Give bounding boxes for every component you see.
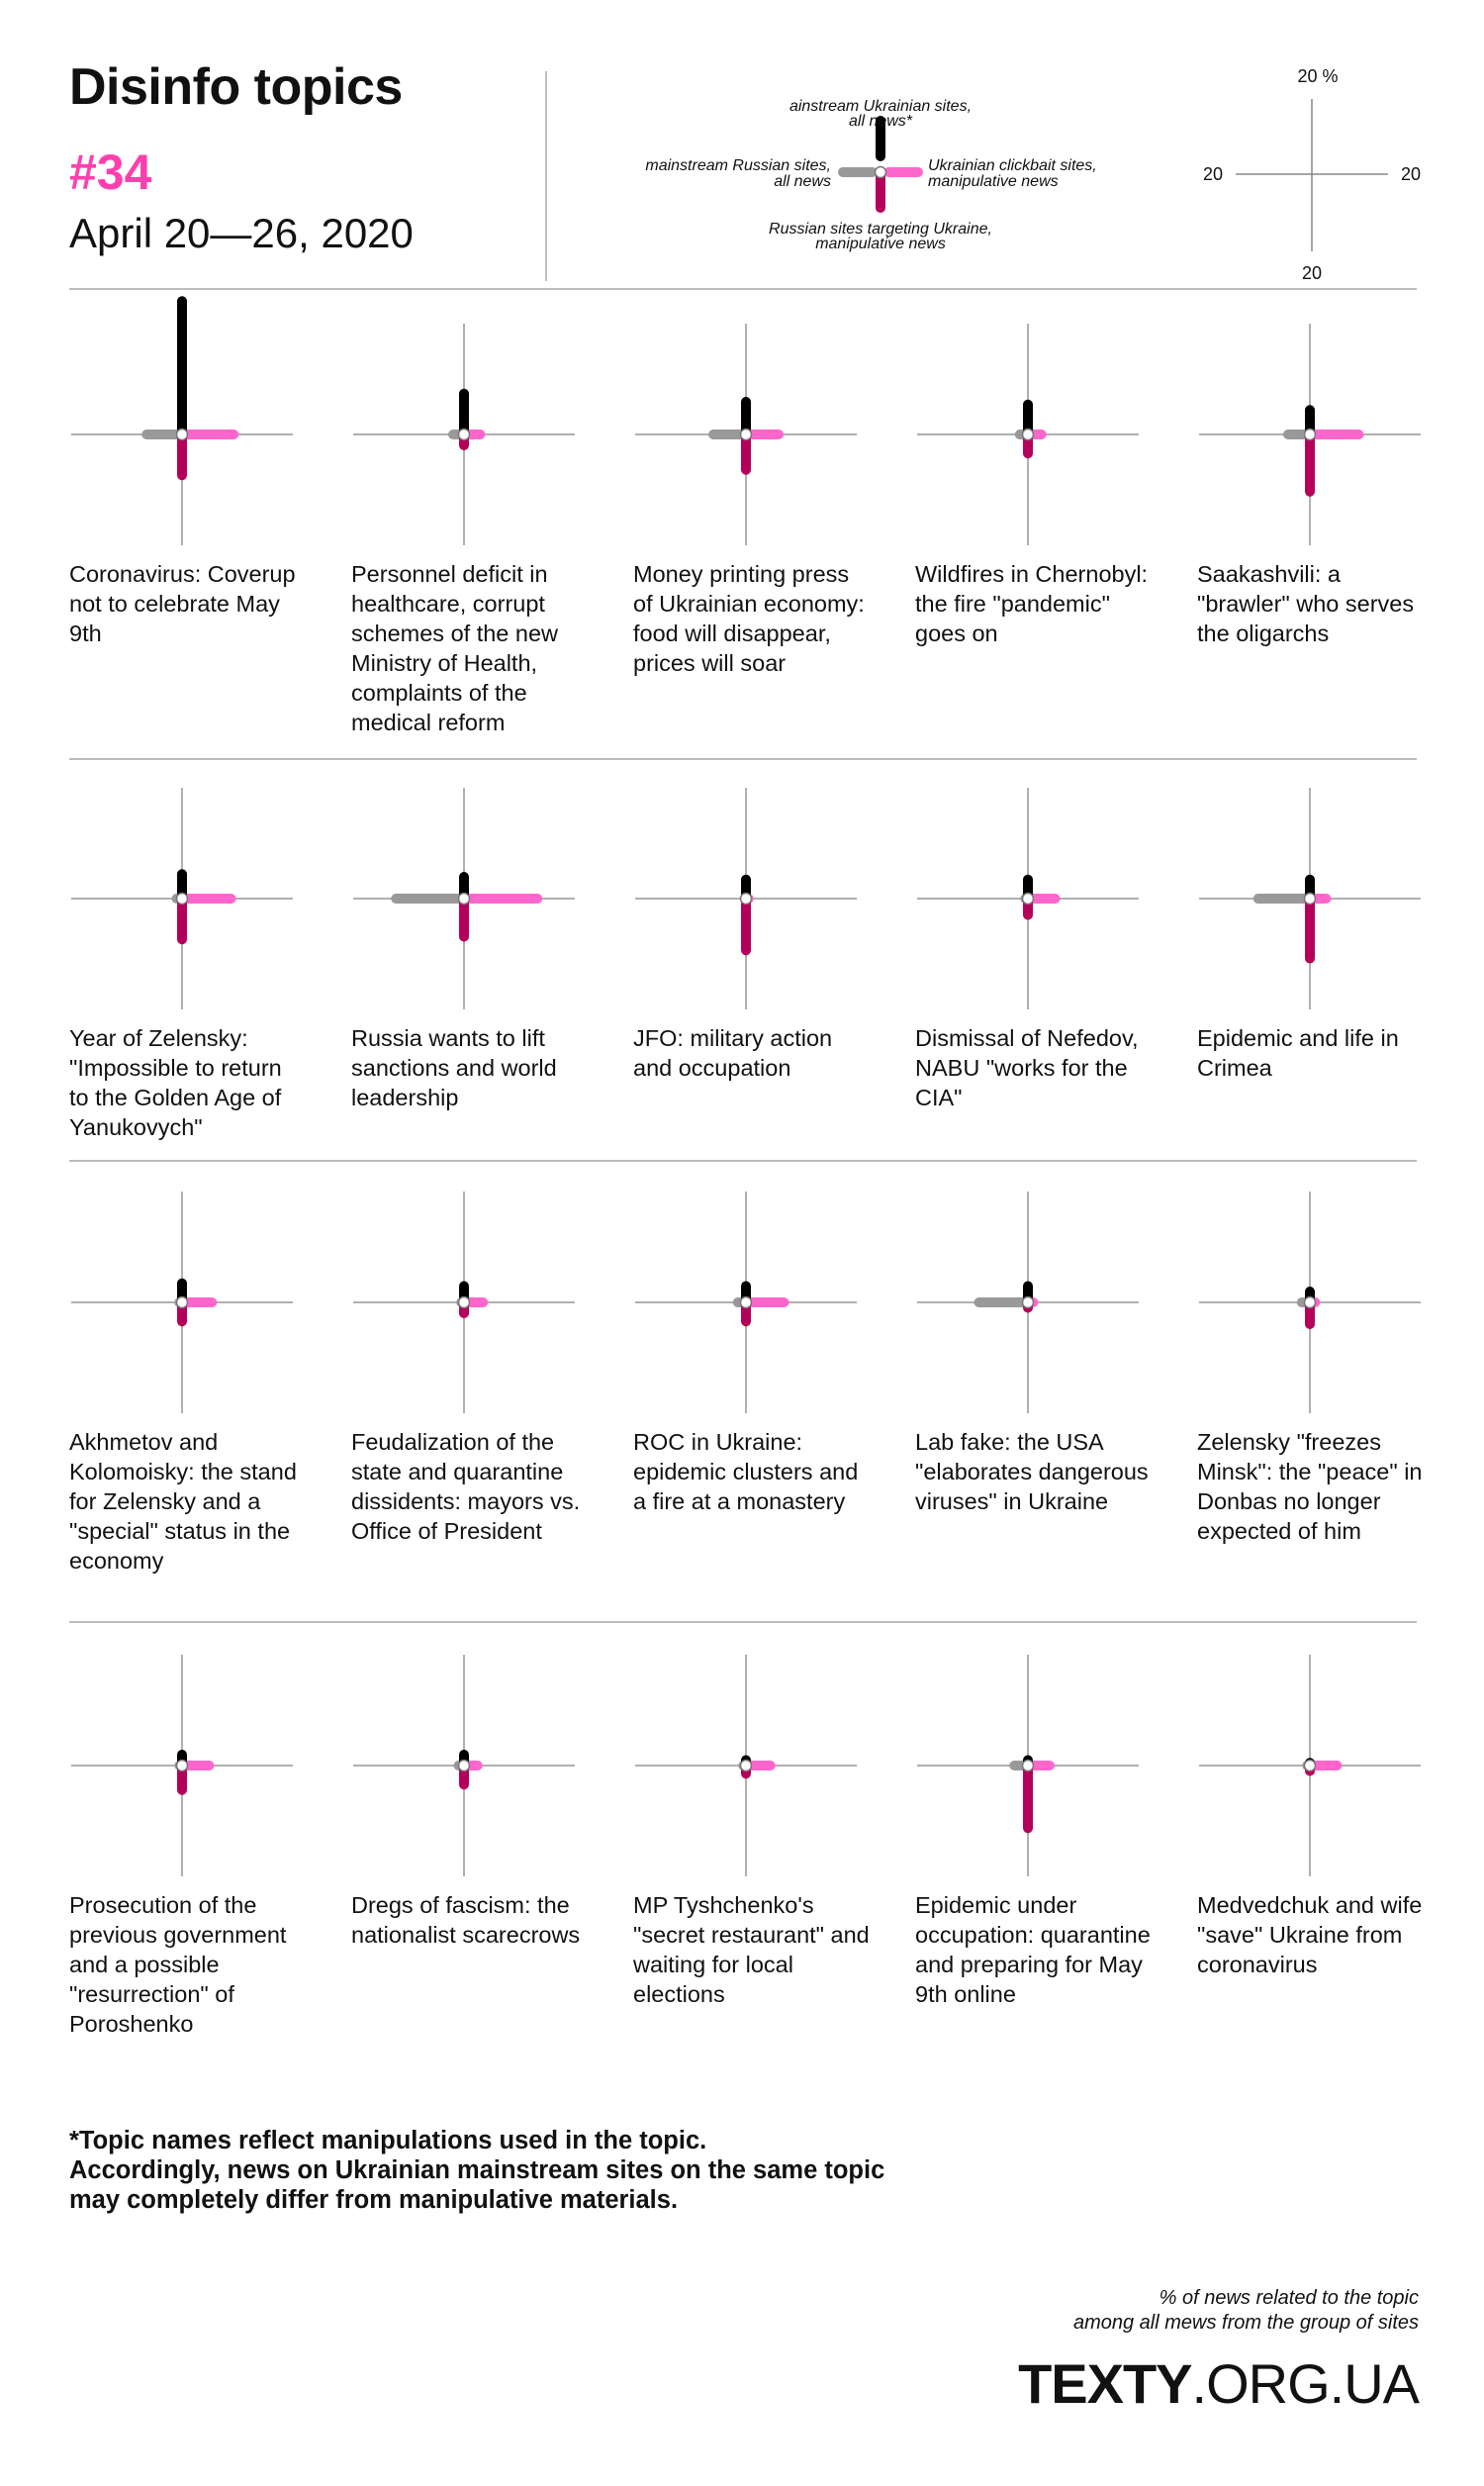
scale-label-left: 20 — [1202, 164, 1223, 184]
topic-label: Epidemic under occupation: quarantine and preparing for May 9th online — [915, 1892, 1151, 2007]
topic-label: Prosecution of the previous government and a possible "resurrection" of Poroshenko — [69, 1892, 287, 2037]
topic-center-dot — [741, 894, 752, 905]
topic-label: Zelensky "freezes Minsk": the "peace" in Donbas no longer expected of him — [1197, 1429, 1423, 1544]
page-title: Disinfo topics — [69, 58, 403, 116]
scale-label-top: 20 % — [1297, 66, 1339, 86]
topic-label: Dismissal of Nefedov, NABU "works for the CIA" — [915, 1025, 1139, 1110]
topic-center-dot — [177, 1761, 188, 1771]
topic-label: Feudalization of the state and quarantine dissidents: mayors vs. Office of President — [351, 1429, 581, 1544]
issue-number: #34 — [69, 144, 152, 200]
texty-logo[interactable] — [1018, 2351, 1419, 2416]
scale-label-bottom: 20 — [1301, 263, 1323, 283]
topic-label: Epidemic and life in Crimea — [1197, 1025, 1399, 1081]
topic-label: Year of Zelensky: "Impossible to return to the Golden Age of Yanukovych" — [69, 1025, 282, 1140]
topic-center-dot — [177, 1297, 188, 1308]
topic-label: Coronavirus: Coverup not to celebrate May 9th — [69, 561, 296, 646]
topic-center-dot — [1305, 1297, 1316, 1308]
topic-label: ROC in Ukraine: epidemic clusters and a fire at a monastery — [633, 1429, 859, 1514]
topic-center-dot — [459, 1761, 470, 1771]
topic-label: Lab fake: the USA "elaborates dangerous viruses" in Ukraine — [915, 1429, 1149, 1514]
scale-label-right: 20 — [1401, 164, 1422, 184]
topic-label: Medvedchuk and wife "save" Ukraine from coronavirus — [1197, 1892, 1423, 1977]
topic-label: JFO: military action and occupation — [633, 1025, 833, 1081]
footnote-line: Accordingly, news on Ukrainian mainstream sites on the same topic — [69, 2156, 885, 2184]
topic-center-dot — [741, 1297, 752, 1308]
legend-right-line1: Ukrainian clickbait sites, — [928, 157, 1097, 174]
topic-center-dot — [1023, 1297, 1034, 1308]
topic-center-dot — [1305, 430, 1316, 440]
scale-cross — [1236, 99, 1388, 251]
legend-bottom-line1: Russian sites targeting Ukraine, — [769, 221, 992, 238]
footnote-line: *Topic names reflect manipulations used in the topic. — [69, 2127, 707, 2154]
topic-center-dot — [1023, 430, 1034, 440]
legend-left-line2: all news — [774, 173, 831, 190]
topic-label: Personnel deficit in healthcare, corrupt schemes of the new Ministry of Health, complaints of the medical reform — [351, 561, 558, 735]
topic-center-dot — [459, 894, 470, 905]
topic-label: MP Tyshchenko's "secret restaurant" and waiting for local elections — [633, 1892, 870, 2007]
topic-label: Money printing press of Ukrainian economy: food will disappear, prices will soar — [633, 561, 865, 676]
topic-center-dot — [1305, 894, 1316, 905]
topic-center-dot — [177, 430, 188, 440]
legend-bottom-line2: manipulative news — [815, 236, 946, 252]
units-note-line: % of news related to the topic — [1159, 2287, 1419, 2309]
topic-center-dot — [459, 1297, 470, 1308]
topic-center-dot — [1023, 894, 1034, 905]
topic-center-dot — [1305, 1761, 1316, 1771]
legend-left-line1: mainstream Russian sites, — [645, 157, 831, 174]
topic-label: Dregs of fascism: the nationalist scarecrows — [351, 1892, 581, 1948]
legend-top-line2: all news* — [848, 113, 913, 130]
topic-label: Russia wants to lift sanctions and world leadership — [351, 1025, 557, 1110]
topic-label: Akhmetov and Kolomoisky: the stand for Zelensky and a "special" status in the economy — [69, 1429, 297, 1574]
topic-center-dot — [1023, 1761, 1034, 1771]
topic-center-dot — [741, 430, 752, 440]
topic-label: Wildfires in Chernobyl: the fire "pandemic" goes on — [915, 561, 1149, 646]
legend-cross — [843, 121, 918, 208]
legend-top-line1: ainstream Ukrainian sites, — [788, 98, 973, 115]
topic-label: Saakashvili: a "brawler" who serves the oligarchs — [1197, 561, 1415, 646]
logo-domain: .ORG.UA — [1191, 2352, 1419, 2415]
topic-center-dot — [177, 894, 188, 905]
footnote-line: may completely differ from manipulative materials. — [69, 2186, 679, 2214]
date-range: April 20—26, 2020 — [69, 210, 414, 256]
topic-center-dot — [741, 1761, 752, 1771]
units-note-line: among all mews from the group of sites — [1072, 2312, 1419, 2334]
logo-bold: TEXTY — [1018, 2352, 1192, 2415]
units-note — [1073, 2286, 1419, 2336]
footnote — [69, 2126, 884, 2215]
legend-right-line2: manipulative news — [928, 173, 1059, 190]
legend-center-dot — [876, 167, 886, 178]
topic-center-dot — [459, 430, 470, 440]
